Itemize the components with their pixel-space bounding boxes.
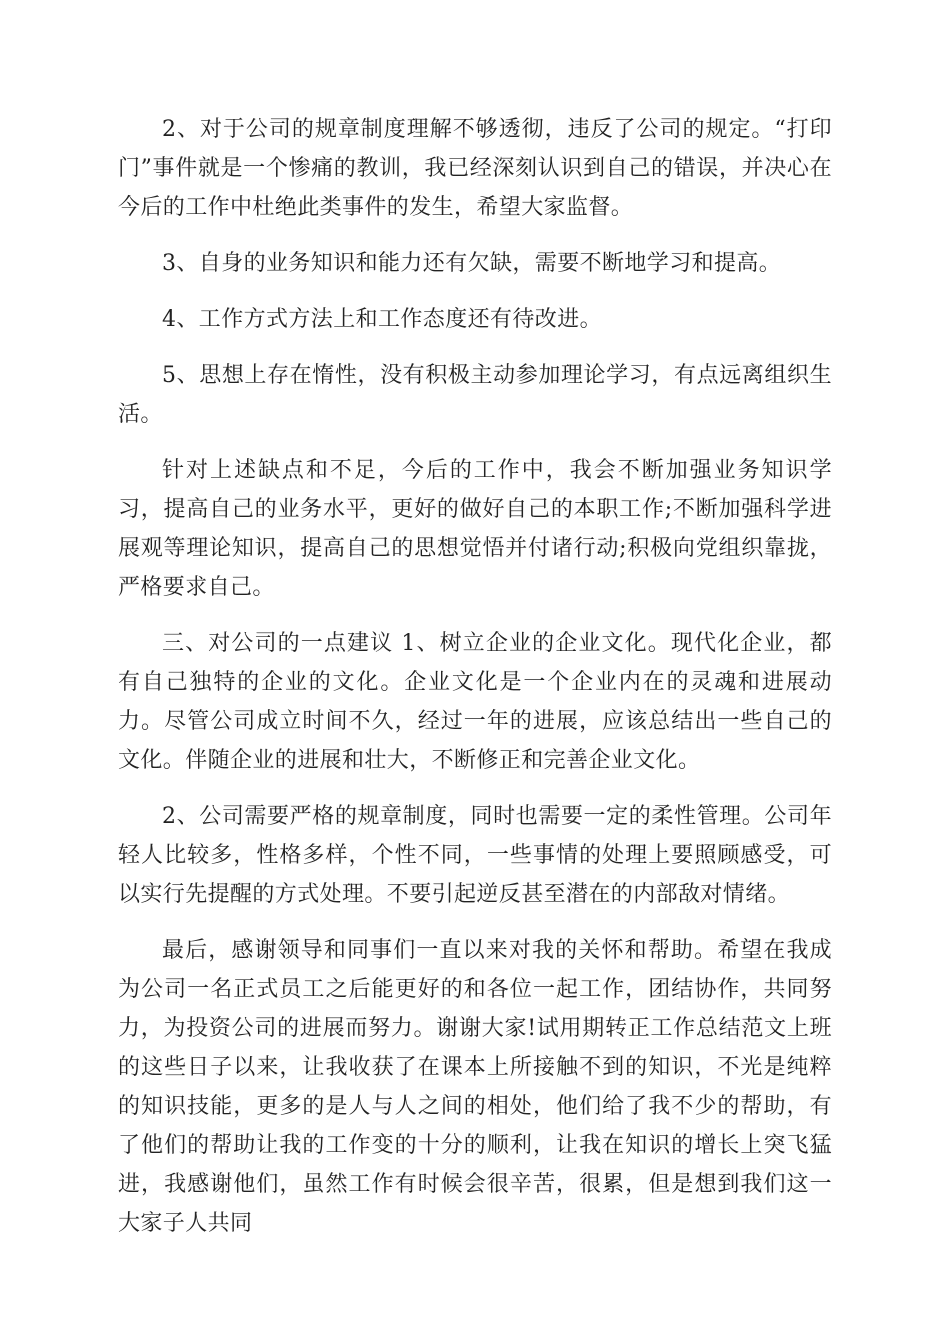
paragraph-improvement-plan: 针对上述缺点和不足，今后的工作中，我会不断加强业务知识学习，提高自己的业务水平，更好的做好自己的本职工作;不断加强科学进展观等理论知识，提高自己的思想觉悟并付诸行动;积极向党组织靠拢，严格要求自己。 <box>118 458 832 600</box>
paragraph-item-5-attitude: 5、思想上存在惰性，没有积极主动参加理论学习，有点远离组织生活。 <box>118 363 832 427</box>
document-page <box>118 110 832 1260</box>
paragraph-suggestion-culture: 三、对公司的一点建议 1、树立企业的企业文化。现代化企业，都有自己独特的企业的文化。企业文化是一个企业内在的灵魂和进展动力。尽管公司成立时间不久，经过一年的进展，应该总结出一些自己的文化。伴随企业的进展和壮大，不断修正和完善企业文化。 <box>118 631 832 773</box>
paragraph-item-4-methods: 4、工作方式方法上和工作态度还有待改进。 <box>162 307 602 332</box>
paragraph-item-2-rules: 2、对于公司的规章制度理解不够透彻，违反了公司的规定。“打印门”事件就是一个惨痛的教训，我已经深刻认识到自己的错误，并决心在今后的工作中杜绝此类事件的发生，希望大家监督。 <box>118 117 832 220</box>
paragraph-suggestion-management: 2、公司需要严格的规章制度，同时也需要一定的柔性管理。公司年轻人比较多，性格多样，个性不同，一些事情的处理上要照顾感受，可以实行先提醒的方式处理。不要引起逆反甚至潜在的内部敌对情绪。 <box>118 804 832 907</box>
paragraph-closing: 最后，感谢领导和同事们一直以来对我的关怀和帮助。希望在我成为公司一名正式员工之后能更好的和各位一起工作，团结协作，共同努力，为投资公司的进展而努力。谢谢大家!试用期转正工作总结范文上班的这些日子以来，让我收获了在课本上所接触不到的知识，不光是纯粹的知识技能，更多的是人与人之间的相处，他们给了我不少的帮助，有了他们的帮助让我的工作变的十分的顺利，让我在知识的增长上突飞猛进，我感谢他们，虽然工作有时候会很辛苦，很累，但是想到我们这一大家子人共同 <box>118 938 832 1236</box>
paragraph-item-3-knowledge: 3、自身的业务知识和能力还有欠缺，需要不断地学习和提高。 <box>162 251 782 276</box>
